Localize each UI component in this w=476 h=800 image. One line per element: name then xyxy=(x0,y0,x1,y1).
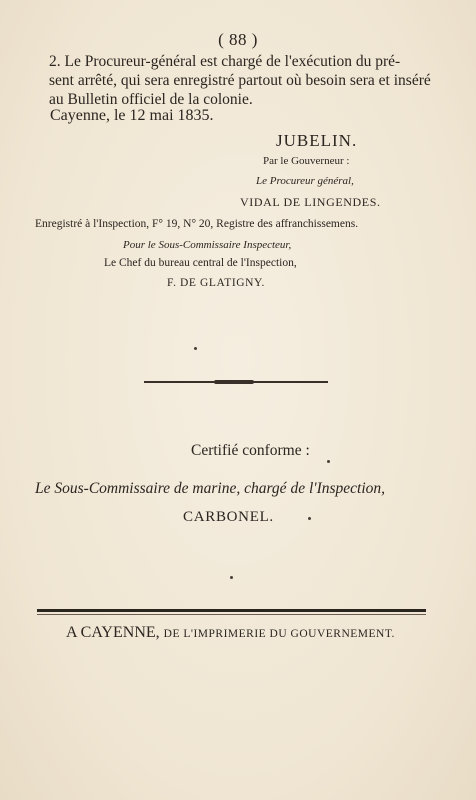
by-governor-line: Par le Gouverneur : xyxy=(263,155,350,167)
imprint-printer: DE L'IMPRIMERIE DU GOUVERNEMENT. xyxy=(163,628,395,640)
page-number: ( 88 ) xyxy=(218,30,258,49)
ink-speck xyxy=(194,347,197,350)
certifier-title: Le Sous-Commissaire de marine, chargé de l'Inspection, xyxy=(35,480,386,497)
ink-speck xyxy=(308,517,311,520)
registration-name: F. DE GLATIGNY. xyxy=(167,277,265,289)
paragraph-line-2: sent arrêté, qui sera enregistré partout où besoin sera et inséré xyxy=(49,72,431,89)
registration-chef: Le Chef du bureau central de l'Inspection, xyxy=(104,257,297,269)
procureur-name: VIDAL DE LINGENDES. xyxy=(240,195,381,209)
imprint-city: A CAYENNE, xyxy=(66,624,160,641)
paragraph-line-3: au Bulletin officiel de la colonie. xyxy=(49,91,253,108)
footer-rule xyxy=(37,609,426,612)
ink-speck xyxy=(327,460,330,463)
procureur-title: Le Procureur général, xyxy=(256,175,354,187)
dateline: Cayenne, le 12 mai 1835. xyxy=(50,107,214,124)
footer-rule-thin xyxy=(37,614,426,615)
paragraph-line-1: 2. Le Procureur-général est chargé de l'exécution du pré- xyxy=(49,53,401,70)
certified-heading: Certifié conforme : xyxy=(191,442,310,459)
registration-line: Enregistré à l'Inspection, F° 19, N° 20, Registre des affranchissemens. xyxy=(35,218,359,230)
section-divider xyxy=(144,381,328,383)
ink-speck xyxy=(230,576,233,579)
imprint-line xyxy=(66,624,395,642)
registration-pour: Pour le Sous-Commissaire Inspecteur, xyxy=(123,239,292,251)
certifier-name: CARBONEL. xyxy=(183,509,274,525)
governor-signature: JUBELIN. xyxy=(276,131,358,150)
